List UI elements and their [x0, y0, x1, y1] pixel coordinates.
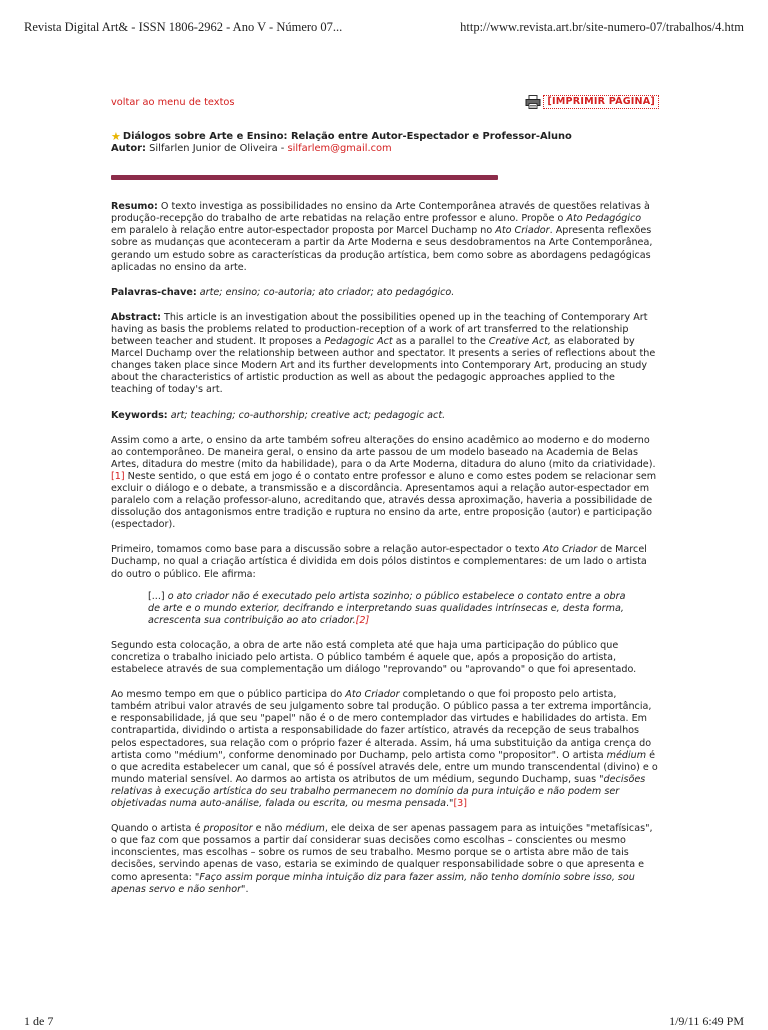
palavras-chave-text: arte; ensino; co-autoria; ato criador; ato pedagógico.	[196, 286, 455, 298]
author-email-link[interactable]: silfarlem@gmail.com	[287, 143, 392, 155]
body-italic: propositor	[203, 823, 253, 835]
keywords-paragraph	[111, 410, 659, 422]
body-text: Neste sentido, o que está em jogo é o contato entre professor e aluno e como estes podem se relacionar sem excluir o diálogo e o debate, a transmissão e a discordância. Apresentamos aqui a relação autor-espectador em paralelo com a relação professor-aluno, acreditando que, através dessa aproximação, haveria a possibilidade de dissolução dos antagonismos entre tradição e ruptura no ensino da arte, entre proposição (autor) e participação (espectador).	[111, 470, 657, 531]
browser-print-header	[24, 20, 744, 40]
resumo-text: em paralelo à relação entre autor-espectador proposta por Marcel Duchamp no	[111, 225, 496, 237]
body-text: completando o que foi proposto pelo artista, também atribui valor através de seu julgamento sobre tal produção. O público passa a ter extrema importância, e responsabilidade, já que seu "papel" não é o de mero contemplador das virtudes e habilidades do artista. Em contrapartida, dividindo o artista a responsabilidade do fazer artístico, através da recepção de seus trabalhos pelos espectadores, sua relação com o próprio fazer é alterada. Assim, há uma substituição da antiga crença do artista como "médium", conforme denominado por Duchamp, pelo artista como "propositor". O artista	[111, 689, 652, 761]
article-title: Diálogos sobre Arte e Ensino: Relação entre Autor-Espectador e Professor-Aluno	[122, 131, 572, 142]
body-italic: Ato Criador	[345, 689, 400, 701]
body-text: Ao mesmo tempo em que o público participa do	[111, 689, 346, 701]
body-text: é o que acredita estabelecer um canal, que só é possível através dele, entre um mundo transcendental (divino) e o mundo material sensível. Ao darmos ao artista os atributos de um médium, segundo Duchamp, suas "	[111, 749, 658, 785]
body-paragraph-2	[111, 544, 659, 580]
abstract-italic: Creative Act,	[488, 336, 551, 348]
keywords-label: Keywords:	[111, 409, 168, 421]
keywords-text: art; teaching; co-authorship; creative act; pedagogic act.	[167, 409, 446, 421]
browser-print-footer	[24, 1014, 744, 1030]
article-content	[111, 97, 659, 896]
page-count: 1 de 7	[24, 1014, 54, 1028]
abstract-label: Abstract:	[111, 311, 161, 323]
palavras-chave-paragraph	[111, 287, 659, 299]
body-italic: médium	[606, 749, 647, 761]
body-italic: Ato Criador	[542, 544, 598, 556]
author-line	[111, 143, 659, 155]
body-text: ."	[445, 798, 454, 810]
resumo-text: O texto investiga as possibilidades no ensino da Arte Contemporânea através de questões relativas à produção-recepção do trabalho de arte rebatidas na relação entre professor e aluno. Propõe o	[111, 201, 650, 225]
author-label: Autor:	[111, 143, 146, 155]
body-paragraph-5	[111, 823, 659, 896]
author-name: Silfarlen Junior de Oliveira -	[149, 143, 288, 155]
body-text: Primeiro, tomamos como base para a discussão sobre a relação autor-espectador o texto	[111, 544, 543, 556]
footnote-link-2[interactable]: [2]	[355, 614, 370, 626]
article-header	[111, 131, 659, 155]
abstract-text: as elaborated by Marcel Duchamp over the relationship between author and spectator. It presents a series of reflections about the changes taken place since Modern Art and its further developments into Contemporary Art, producing an study about the characteristics of artistic production as well as about the pedagogic approaches applied to the teaching of today's art.	[111, 336, 656, 396]
print-timestamp: 1/9/11 6:49 PM	[669, 1014, 744, 1028]
resumo-italic: Ato Pedagógico	[566, 213, 642, 225]
body-text: ".	[241, 883, 249, 895]
quote-ellipsis: [...]	[148, 590, 165, 602]
print-page-button[interactable]: [IMPRIMIR PÁGINA]	[543, 95, 659, 109]
body-text: e não	[252, 823, 286, 835]
abstract-italic: Pedagogic Act	[324, 336, 393, 348]
body-text: , ele deixa de ser apenas passagem para as intuições "metafísicas", o que faz com que possamos a partir daí considerar suas decisões como escolhas – conscientes ou mesmo inconscientes, mas escolhas – sobre os rumos de seu trabalho. Mesmo porque se o artista abre mão de tais decisões, servindo apenas de vaso, estaria se eximindo de qualquer responsabilidade sobre o que apresenta e como apresenta: "	[111, 823, 653, 883]
top-navigation	[111, 97, 659, 113]
body-paragraph-1	[111, 435, 659, 532]
printer-icon[interactable]	[525, 95, 541, 109]
resumo-label: Resumo:	[111, 201, 158, 213]
body-italic: médium	[285, 823, 325, 835]
star-icon: ★	[111, 130, 121, 143]
body-text: Quando o artista é	[111, 823, 204, 835]
page-url: http://www.revista.art.br/site-numero-07/trabalhos/4.htm	[460, 20, 744, 34]
body-italic: decisões relativas à execução artística do seu trabalho permanecem no domínio da pura intuição e não podem ser objetivadas numa auto-análise, falada ou escrita, ou mesma pensada	[111, 773, 646, 810]
body-text: de Marcel Duchamp, no qual a criação artística é dividida em dois pólos distintos e complementares: de um lado o artista do outro o público. Ele afirma:	[111, 544, 647, 580]
body-text: Segundo esta colocação, a obra de arte não está completa até que haja uma participação do público que concretiza o trabalho iniciado pelo artista. O público também é aquele que, após a proposição do artista, estabelece através de sua complementação um diálogo "reprovando" ou "aprovando" o que foi apresentado.	[111, 639, 637, 676]
quote-text: o ato criador não é executado pelo artista sozinho; o público estabelece o contato entre a obra de arte e o mundo exterior, decifrando e interpretando suas qualidades intrínsecas e, desta forma, acrescenta sua contribuição ao ato criador.	[148, 590, 626, 626]
block-quote	[148, 591, 635, 627]
abstract-paragraph	[111, 312, 659, 397]
body-paragraph-3	[111, 640, 659, 676]
print-control[interactable]	[525, 95, 659, 109]
resumo-text: . Apresenta reflexões sobre as mudanças que aconteceram a partir da Arte Moderna e seus desdobramentos na Arte Contemporânea, gerando um estudo sobre as características da produção artística, bem como sobre as abordagens pedagógicas aplicadas no ensino da arte.	[111, 225, 653, 273]
body-italic: Faço assim porque minha intuição diz para fazer assim, não tenho domínio sobre isso, sou apenas servo e não senhor	[111, 871, 635, 895]
resumo-italic: Ato Criador	[495, 225, 550, 237]
back-to-menu-link[interactable]: voltar ao menu de textos	[111, 97, 235, 108]
abstract-text: as a parallel to the	[392, 336, 489, 348]
body-text: Assim como a arte, o ensino da arte também sofreu alterações do ensino acadêmico ao moderno e do moderno ao contemporâneo. De maneira geral, o ensino da arte passou de um modelo baseado na Academia de Belas Artes, ditadura do mestre (mito da habilidade), para o da Arte Moderna, ditadura do aluno (mito da criatividade).	[111, 434, 656, 470]
footnote-link-1[interactable]: [1]	[111, 470, 125, 482]
article-title-row	[111, 131, 659, 143]
resumo-paragraph	[111, 201, 659, 274]
footnote-link-3[interactable]: [3]	[453, 798, 468, 810]
palavras-chave-label: Palavras-chave:	[111, 286, 197, 298]
page-title: Revista Digital Art& - ISSN 1806-2962 - Ano V - Número 07...	[24, 20, 343, 34]
title-divider	[111, 175, 498, 180]
abstract-text: This article is an investigation about the possibilities opened up in the teaching of Contemporary Art having as basis the problems related to production-reception of a work of art transferred to the relationship between teacher and student. It proposes a	[111, 311, 648, 348]
body-paragraph-4	[111, 689, 659, 810]
